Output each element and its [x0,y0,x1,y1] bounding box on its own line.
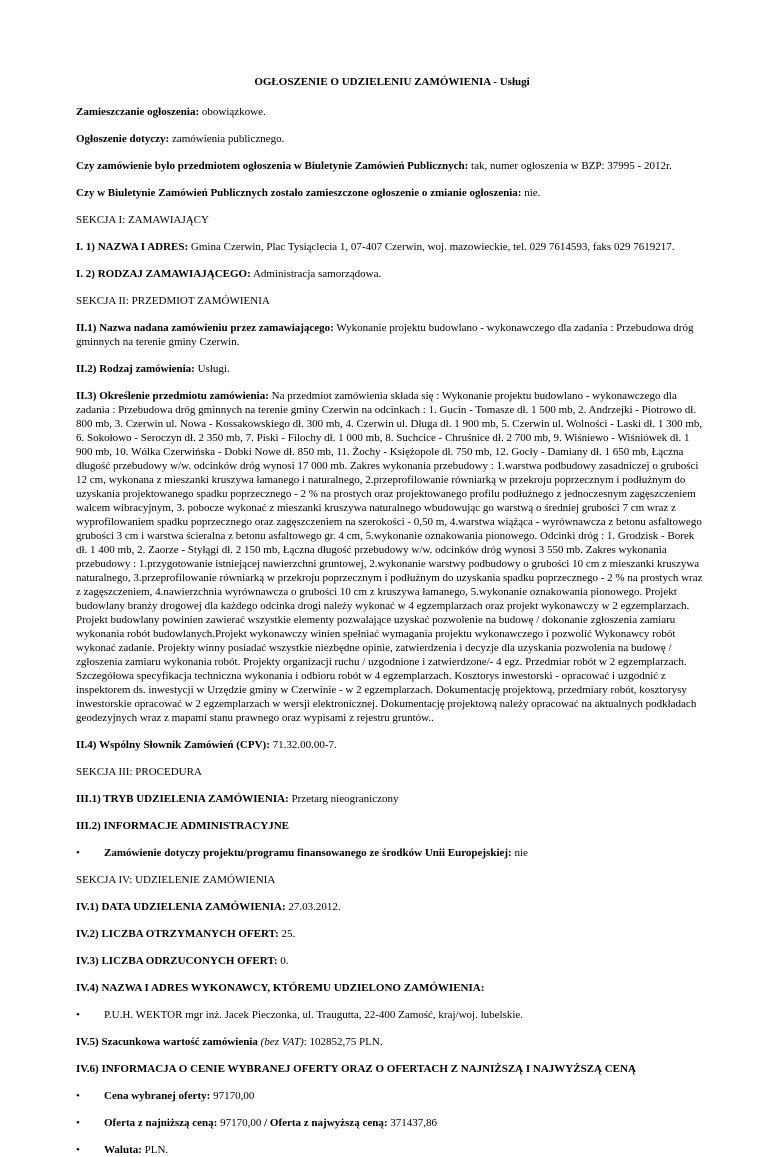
field-iv2 [76,927,708,941]
field-label: IV.4) NAZWA I ADRES WYKONAWCY, KTÓREMU UDZIELONO ZAMÓWIENIA: [76,982,485,994]
field-bzp [76,159,708,173]
list-item [104,846,708,860]
field-label: Czy w Biuletynie Zamówień Publicznych zostało zamieszczone ogłoszenie o zmianie ogłoszenia: [76,187,522,199]
field-label: Ogłoszenie dotyczy: [76,133,170,145]
field-label: Oferta z najniższą ceną: [104,1117,218,1129]
field-value: Usługi. [197,363,230,375]
section-heading-3: SEKCJA III: PROCEDURA [76,766,202,778]
field-value: 25. [281,928,296,940]
field-label: I. 2) RODZAJ ZAMAWIAJĄCEGO: [76,268,251,280]
field-zmiana [76,186,708,200]
list-item [104,1143,708,1157]
section-heading-2: SEKCJA II: PRZEDMIOT ZAMÓWIENIA [76,295,270,307]
field-value: Gmina Czerwin, Plac Tysiąclecia 1, 07-407 Czerwin, woj. mazowieckie, tel. 029 7614593, faks 029 7619217. [190,241,675,253]
field-i1 [76,240,708,254]
field-value: nie [514,847,528,859]
field-iv5 [76,1035,708,1049]
field-label: Zamieszczanie ogłoszenia: [76,106,200,118]
field-label: II.3) Określenie przedmiotu zamówienia: [76,390,269,402]
field-label: II.1) Nazwa nadana zamówieniu przez zamawiającego: [76,322,334,334]
field-label: III.2) INFORMACJE ADMINISTRACYJNE [76,820,289,832]
field-note: (bez VAT) [260,1036,304,1048]
field-value: obowiązkowe. [201,106,266,118]
list-iv6 [76,1089,708,1157]
field-label: Czy zamówienie było przedmiotem ogłoszenia w Biuletynie Zamówień Publicznych: [76,160,469,172]
list-iv4 [76,1008,708,1022]
list-iii2 [76,846,708,860]
field-iv4 [76,981,708,995]
document-title: OGŁOSZENIE O UDZIELENIU ZAMÓWIENIA - Usługi [254,76,530,88]
field-label: IV.2) LICZBA OTRZYMANYCH OFERT: [76,928,279,940]
field-label: IV.3) LICZBA ODRZUCONYCH OFERT: [76,955,278,967]
field-zamieszczanie [76,105,708,119]
field-label: II.2) Rodzaj zamówienia: [76,363,195,375]
field-dotyczy [76,132,708,146]
field-value: Administracja samorządowa. [252,268,382,280]
field-value: 27.03.2012. [288,901,341,913]
field-ii3 [76,389,708,725]
field-value: : 102852,75 PLN. [303,1036,383,1048]
list-item [104,1089,708,1103]
field-label: Oferta z najwyższą ceną: [269,1117,388,1129]
field-value: 371437,86 [390,1117,437,1129]
field-label: Cena wybranej oferty: [104,1090,211,1102]
field-value: 97170,00 [213,1090,255,1102]
field-ii1 [76,321,708,349]
field-label: IV.1) DATA UDZIELENIA ZAMÓWIENIA: [76,901,286,913]
field-i2 [76,267,708,281]
field-value: tak, numer ogłoszenia w BZP: 37995 - 2012r. [471,160,672,172]
field-label: III.1) TRYB UDZIELENIA ZAMÓWIENIA: [76,793,289,805]
list-item: • P.U.H. WEKTOR mgr inż. Jacek Pieczonka, ul. Traugutta, 22-400 Zamość, kraj/woj. lubelskie. [104,1008,708,1022]
field-label: I. 1) NAZWA I ADRES: [76,241,189,253]
section-heading-4: SEKCJA IV: UDZIELENIE ZAMÓWIENIA [76,874,276,886]
field-value: zamówienia publicznego. [171,133,285,145]
field-value: Wykonanie projektu budowlano - wykonawczego dla zadania : Przebudowa dróg gminnych na terenie gminy Czerwin. [76,322,694,348]
separator: / [261,1117,270,1129]
field-value: 0. [280,955,289,967]
field-value: PLN. [144,1144,169,1156]
field-value: Na przedmiot zamówienia składa się : Wykonanie projektu budowlano - wykonawczego dla zadania : Przebudowa dróg gminnych na terenie gminy Czerwin na odcinkach : 1. Gucin - Tomasze dł. 1 500 mb, 2. Andrzejki - Piotrowo dł. 800 mb, 3. Czerwin ul. Nowa - Kossakowskiego dł. 300 mb, 4. Czerwin ul. Długa dł. 1 900 mb, 5. Czerwin ul. Wolności - Laski dł. 1 300 mb, 6. Sokołowo - Seroczyn dł. 2 350 mb, 7. Piski - Filochy dł. 1 000 mb, 8. Suchcice - Chruśnice dł. 2 700 mb, 9. Wiśniewo - Wiśniówek dł. 1 900 mb, 10. Wólka Czerwińska - Dobki Nowe dł. 850 mb, 11. Żochy - Księżopole dł. 750 mb, 12. Gocły - Damiany dł. 1 650 mb, Łączna długość przebudowy w/w. odcinków dróg wynosi 17 000 mb. Zakres wykonania przebudowy : 1.warstwa podbudowy zasadniczej o grubości 12 cm, wykonana z mieszanki kruszywa łamanego i naturalnego, 2.przeprofilowanie równiarką w przekroju poprzecznym i podłużnym do uzyskania projektowanego spadku poprzecznego - 2 % na prostych oraz projektowanego profilu podłużnego z jednoczesnym zagęszczeniem walcem wibracyjnym, 3. pobocze wykonać z mieszanki kruszywa naturalnego wbudowując go warstwą o średniej grubości 7 cm wraz z wyprofilowaniem spadku poprzecznego oraz zagęszczeniem na szerokości - 0,50 m, 4.warstwa wiążąca - wyrównawcza z betonu asfaltowego grubości 3 cm i warstwa ścieralna z betonu asfaltowego gr. 4 cm, 5.wykonanie oznakowania pionowego. Odcinki dróg : 1. Grodzisk - Borek dł. 1 400 mb, 2. Zaorze - Styłągi dł. 2 150 mb, Łączna długość przebudowy w/w. odcinków dróg wynosi 3 550 mb. Zakres wykonania przebudowy : 1.przygotowanie istniejącej nawierzchni gruntowej, 2.wykonanie warstwy podbudowy o grubości 10 cm z mieszanki kruszywa naturalnego, 3.przeprofilowanie równiarką w przekroju poprzecznym i podłużnym do uzyskania spadku poprzecznego - 2 % na prostych wraz z zagęszczeniem, 4.nawierzchnia wyrównawcza o grubości 10 cm z kruszywa łamanego, 5.wykonanie oznakowania pionowego. Projekt budowlany branży drogowej dla każdego odcinka drogi należy wykonać w 4 egzemplarzach oraz projekt wykonawczy w 2 egzemplarzach. Projekt budowlany powinien zawierać wszystkie elementy pozwalające uzyskać pozwolenie na budowę / dokonanie zgłoszenia zamiaru wykonania robót budowlanych.Projekt wykonawczy winien spełniać wymagania projektu wykonawczego i pozwolić Wykonawcy robót wykonać zadanie. Projekty winny posiadać wszystkie niezbędne opinie, zatwierdzenia i decyzje dla uzyskania pozwolenia na budowę / zgłoszenia zamiaru wykonania robót. Projekty organizacji ruchu / uzgodnione i zatwierdzone/- 4 egz. Przedmiar robót w 2 egzemplarzach. Szczegółowa specyfikacja techniczna wykonania i odbioru robót w 4 egzemplarzach. Kosztorys inwestorski - opracować i uzgodnić z inspektorem ds. inwestycji w Urzędzie gminy w Czerwinie - w 2 egzemplarzach. Dokumentację projektową, przedmiary robót, kosztorysy inwestorskie opracować w 2 egzemplarzach w wersji elektronicznej. Dokumentację projektową należy opracować na aktualnych podkładach geodezyjnych wraz z mapami stanu prawnego oraz wypisami z rejestru gruntów.. [76,390,703,724]
field-iv3 [76,954,708,968]
field-label: IV.5) Szacunkowa wartość zamówienia [76,1036,258,1048]
field-label: II.4) Wspólny Słownik Zamówień (CPV): [76,739,270,751]
field-value: 97170,00 [220,1117,262,1129]
field-iii1 [76,792,708,806]
field-ii2 [76,362,708,376]
field-value: nie. [524,187,541,199]
field-iii2 [76,819,708,833]
list-item [104,1116,708,1130]
field-label: IV.6) INFORMACJA O CENIE WYBRANEJ OFERTY ORAZ O OFERTACH Z NAJNIŻSZĄ I NAJWYŻSZĄ CENĄ [76,1063,636,1075]
field-label: Zamówienie dotyczy projektu/programu finansowanego ze środków Unii Europejskiej: [104,847,512,859]
field-iv1 [76,900,708,914]
field-value: Przetarg nieograniczony [291,793,399,805]
field-label: Waluta: [104,1144,142,1156]
field-ii4 [76,738,708,752]
section-heading-1: SEKCJA I: ZAMAWIAJĄCY [76,214,209,226]
field-value: 71.32.00.00-7. [272,739,337,751]
field-iv6 [76,1062,708,1076]
